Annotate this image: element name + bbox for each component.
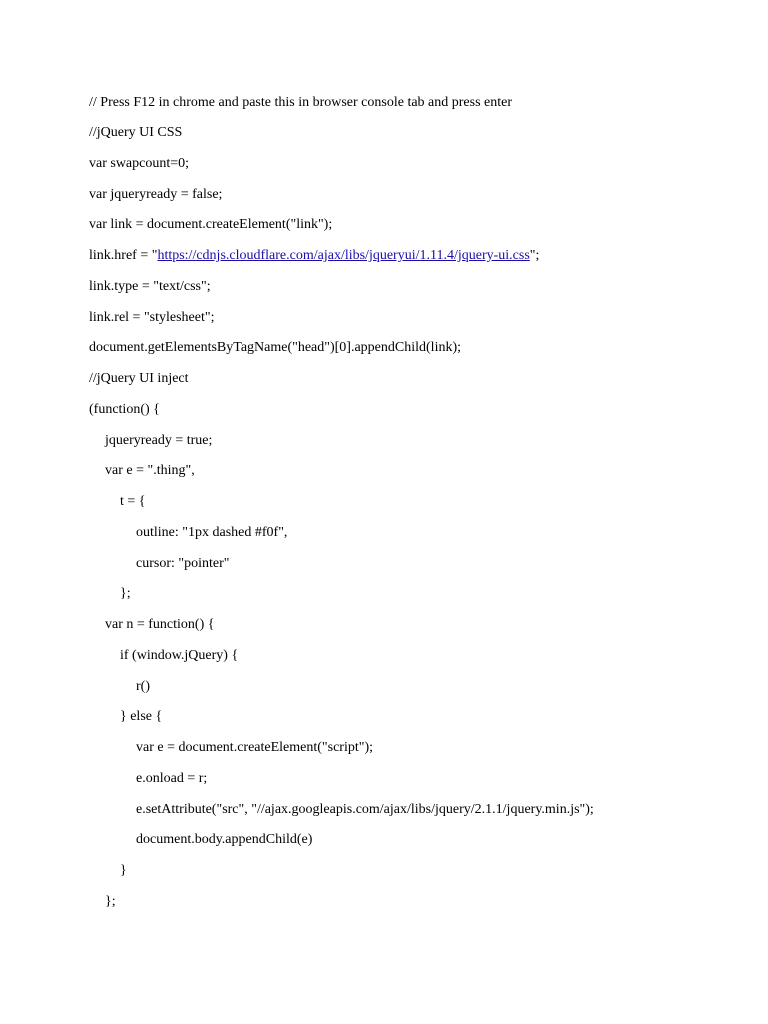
code-line-19: if (window.jQuery) { [120,648,239,663]
code-line-11: (function() { [89,402,160,417]
code-line-13: var e = ".thing", [105,463,195,478]
code-line-23: e.onload = r; [136,771,208,786]
code-line-20: r() [136,679,150,694]
code-line-17: }; [120,586,131,601]
code-line-18: var n = function() { [105,617,215,632]
code-line-8: link.rel = "stylesheet"; [89,310,215,325]
code-line-16: cursor: "pointer" [136,556,230,571]
code-line-26: } [120,863,127,878]
code-line-24: e.setAttribute("src", "//ajax.googleapis.com/ajax/libs/jquery/2.1.1/jquery.min.js"); [136,802,594,817]
code-line-7: link.type = "text/css"; [89,279,211,294]
code-line-6 [89,247,539,265]
code-line-6-prefix: link.href = " [89,248,158,263]
code-line-27: }; [105,894,116,909]
code-line-4: var jqueryready = false; [89,187,223,202]
code-line-25: document.body.appendChild(e) [136,832,313,847]
code-line-9: document.getElementsByTagName("head")[0].appendChild(link); [89,340,462,355]
code-line-15: outline: "1px dashed #f0f", [136,525,288,540]
code-line-5: var link = document.createElement("link"); [89,217,333,232]
code-line-10: //jQuery UI inject [89,371,189,386]
code-line-14: t = { [120,494,146,509]
code-line-2: //jQuery UI CSS [89,125,183,140]
code-line-3: var swapcount=0; [89,156,190,171]
code-line-21: } else { [120,709,163,724]
code-line-6-suffix: "; [529,248,540,263]
code-line-22: var e = document.createElement("script"); [136,740,373,755]
jquery-ui-css-link[interactable]: https://cdnjs.cloudflare.com/ajax/libs/jqueryui/1.11.4/jquery-ui.css [157,248,530,263]
code-line-1: // Press F12 in chrome and paste this in browser console tab and press enter [89,95,513,110]
code-line-12: jqueryready = true; [105,433,213,448]
